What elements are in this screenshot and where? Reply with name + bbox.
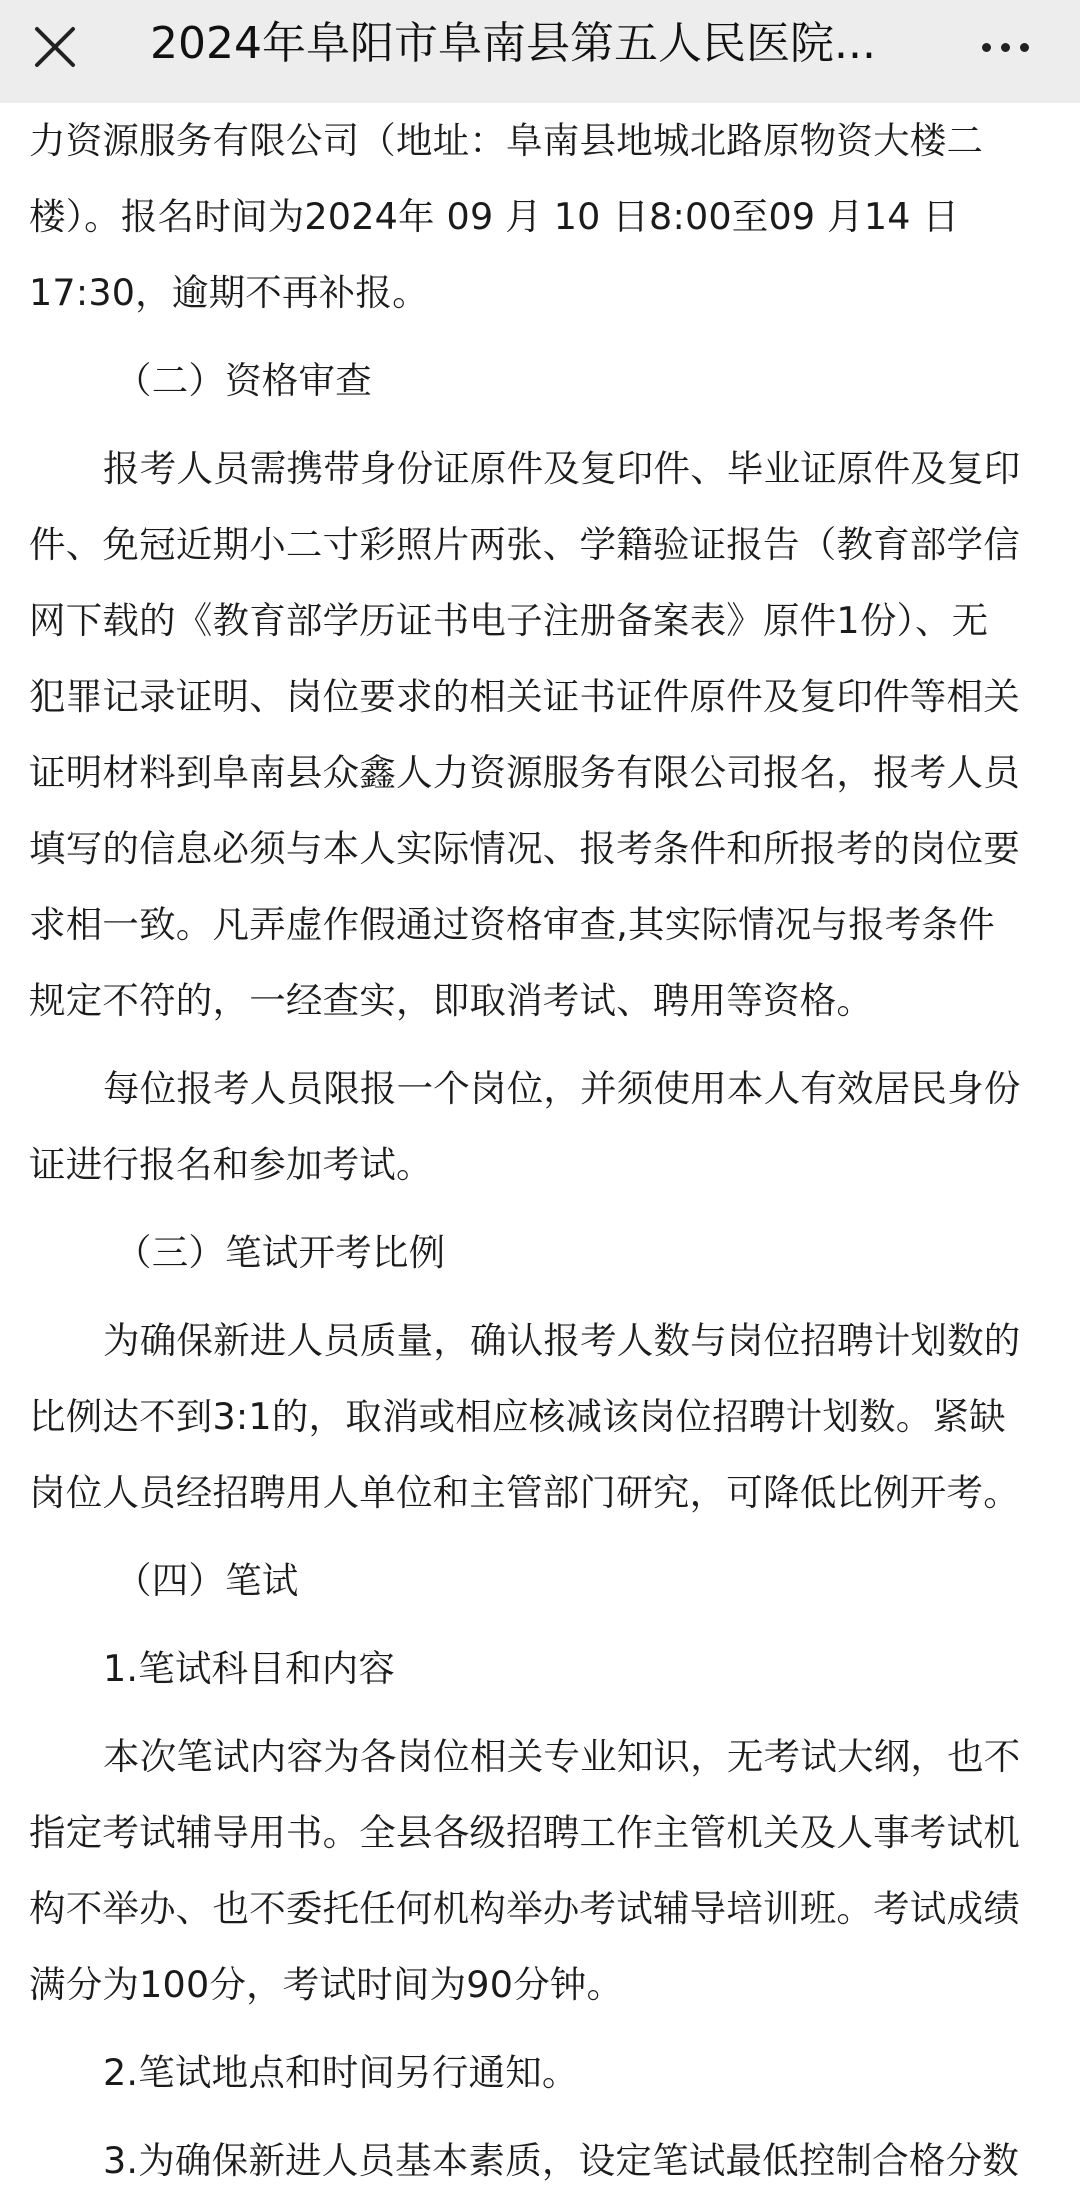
close-icon	[33, 25, 77, 69]
text-line: 求相一致。凡弄虚作假通过资格审查,其实际情况与报考条件	[29, 903, 996, 946]
text-line: 证进行报名和参加考试。	[29, 1143, 433, 1186]
text-line: 3.为确保新进人员基本素质，设定笔试最低控制合格分数	[103, 2139, 1020, 2182]
section-heading-ratio: （三）笔试开考比例	[115, 1231, 446, 1274]
text-line: 力资源服务有限公司（地址：阜南县地城北路原物资大楼二	[29, 119, 984, 162]
section-heading-written-exam: （四）笔试	[115, 1559, 299, 1602]
more-options-button[interactable]	[972, 18, 1038, 76]
text-line: 岗位人员经招聘用人单位和主管部门研究，可降低比例开考。	[29, 1471, 1020, 1514]
text-line: 件、免冠近期小二寸彩照片两张、学籍验证报告（教育部学信	[29, 523, 1020, 566]
paragraph-subjects	[29, 1719, 1051, 2023]
text-line: 报考人员需携带身份证原件及复印件、毕业证原件及复印	[103, 447, 1021, 490]
section-heading-qualification: （二）资格审查	[115, 359, 372, 402]
more-icon	[982, 43, 1029, 52]
close-button[interactable]	[26, 18, 84, 76]
text-line: 楼）。报名时间为2024年 09 月 10 日8:00至09 月14 日	[29, 195, 960, 238]
article-body	[29, 103, 1051, 2199]
text-line: 构不举办、也不委托任何机构举办考试辅导培训班。考试成绩	[29, 1887, 1020, 1930]
subheading-location: 2.笔试地点和时间另行通知。	[103, 2051, 579, 2094]
page-title: 2024年阜阳市阜南县第五人民医院...	[150, 18, 876, 69]
text-line: 17:30，逾期不再补报。	[29, 271, 429, 314]
text-line: 犯罪记录证明、岗位要求的相关证书证件原件及复印件等相关	[29, 675, 1020, 718]
text-line: 指定考试辅导用书。全县各级招聘工作主管机关及人事考试机	[29, 1811, 1020, 1854]
paragraph-qualification	[29, 431, 1051, 1039]
text-line: 本次笔试内容为各岗位相关专业知识，无考试大纲，也不	[103, 1735, 1021, 1778]
text-line: 每位报考人员限报一个岗位，并须使用本人有效居民身份	[103, 1067, 1021, 1110]
paragraph-one-post	[29, 1051, 1051, 1203]
text-line: 填写的信息必须与本人实际情况、报考条件和所报考的岗位要	[29, 827, 1020, 870]
paragraph-registration	[29, 103, 1051, 331]
text-line: 规定不符的，一经查实，即取消考试、聘用等资格。	[29, 979, 874, 1022]
text-line: 比例达不到3:1的，取消或相应核减该岗位招聘计划数。紧缺	[29, 1395, 1006, 1438]
text-line: 为确保新进人员质量，确认报考人数与岗位招聘计划数的	[103, 1319, 1021, 1362]
paragraph-ratio	[29, 1303, 1051, 1531]
paragraph-min-score	[29, 2123, 1051, 2199]
text-line: 满分为100分，考试时间为90分钟。	[29, 1963, 624, 2006]
text-line: 网下载的《教育部学历证书电子注册备案表》原件1份）、无	[29, 599, 989, 642]
text-line: 证明材料到阜南县众鑫人力资源服务有限公司报名，报考人员	[29, 751, 1020, 794]
nav-bar	[0, 0, 1080, 103]
subheading-subjects: 1.笔试科目和内容	[103, 1647, 396, 1690]
